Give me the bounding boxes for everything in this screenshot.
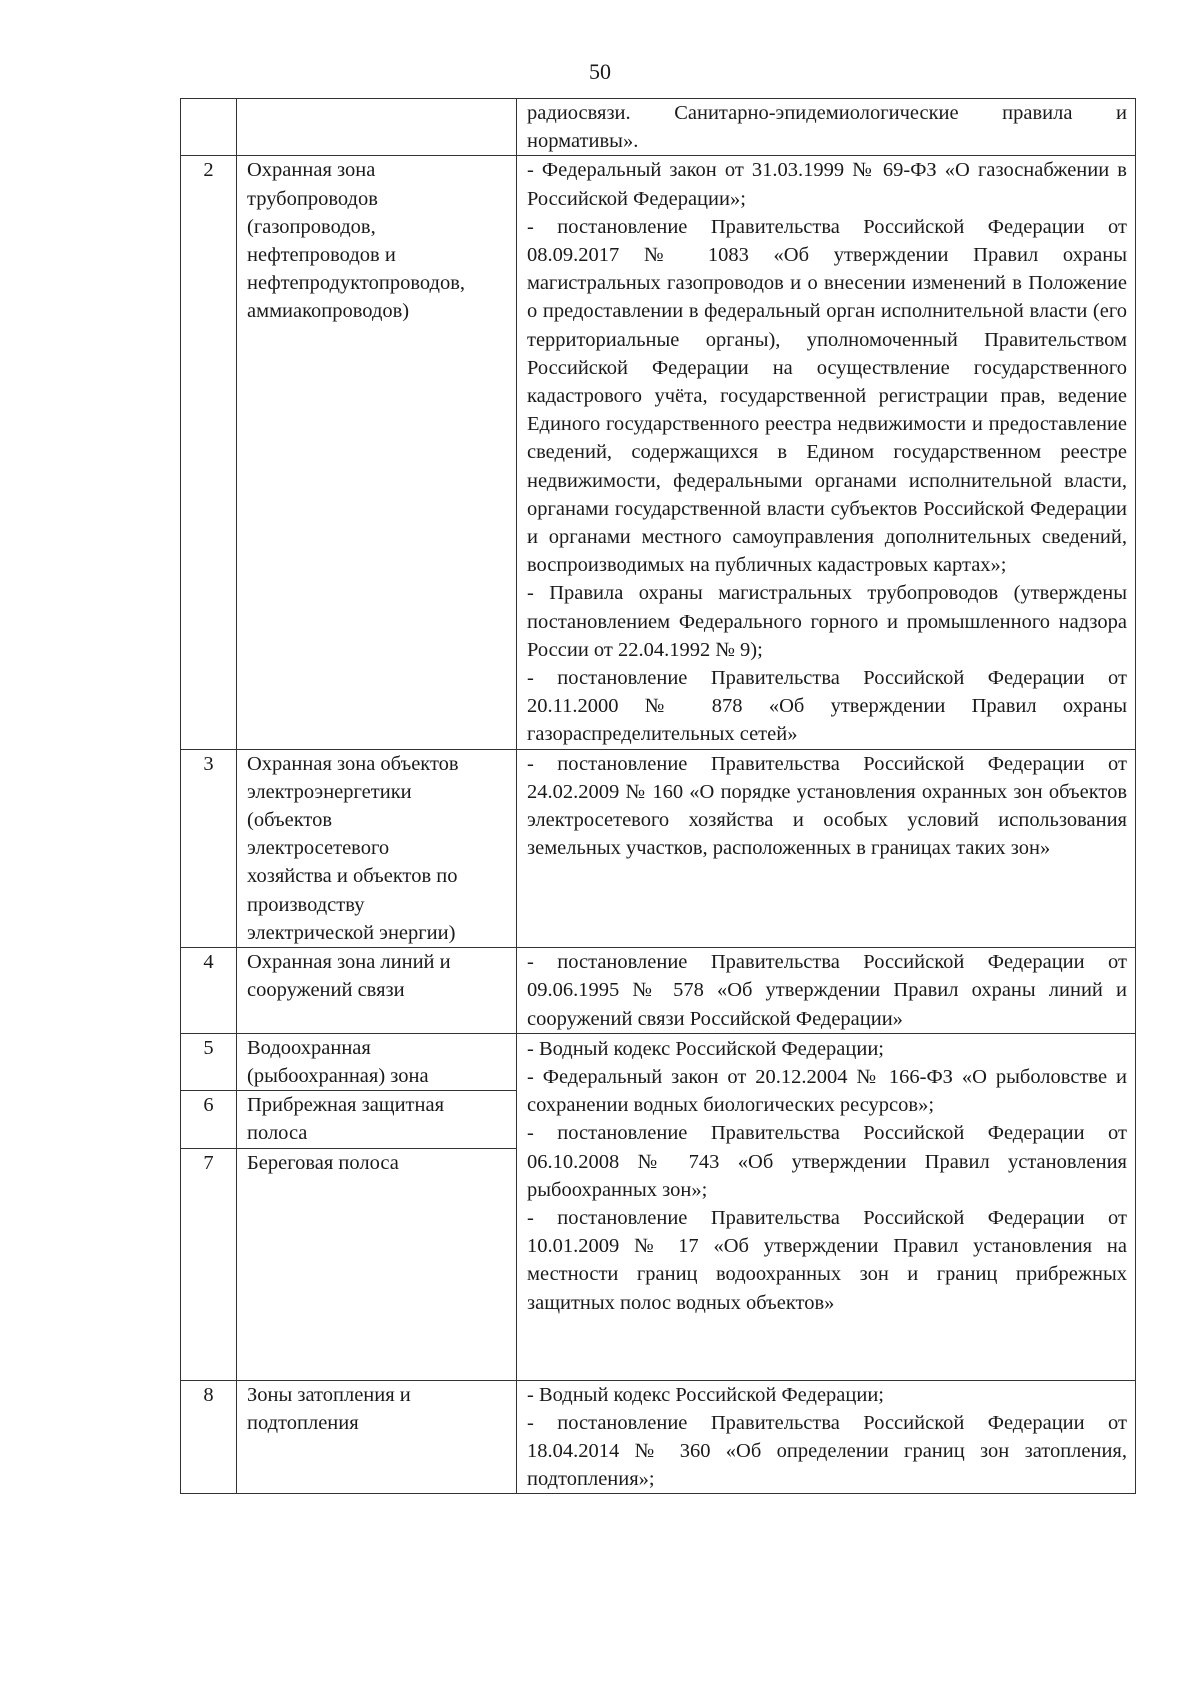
regulations-table (180, 98, 1136, 1494)
zone-name-line: Прибрежная защитная (247, 1094, 445, 1117)
legal-paragraph: - Федеральный закон от 31.03.1999 № 69-ФЗ «О газоснабжении в Российской Федерации»; (527, 159, 1127, 210)
zone-name-line: нефтепродуктопроводов, (247, 272, 466, 295)
zone-name-line: подтопления (247, 1411, 359, 1434)
zone-name-line: (газопроводов, (247, 215, 376, 238)
zone-name (237, 1380, 517, 1494)
legal-basis (517, 749, 1136, 947)
zone-name-line: Береговая полоса (247, 1151, 399, 1174)
zone-name-line: трубопроводов (247, 187, 378, 210)
row-number: 3 (181, 749, 237, 947)
legal-paragraph: - Федеральный закон от 20.12.2004 № 166-ФЗ «О рыболовстве и сохранении водных биологических ресурсов»; (527, 1065, 1127, 1117)
legal-paragraph: радиосвязи. Санитарно-эпидемиологические правила и нормативы». (527, 102, 1127, 153)
legal-paragraph: - постановление Правительства Российской Федерации от 06.10.2008 № 743 «Об утверждении Правил установления рыбоохранных зон»; (527, 1122, 1127, 1201)
table-row (181, 749, 1136, 947)
zone-name-line: Водоохранная (247, 1036, 371, 1059)
legal-basis (517, 948, 1136, 1034)
legal-paragraph: - постановление Правительства Российской Федерации от 20.11.2000 № 878 «Об утверждении Правил охраны газораспределительных сетей» (527, 667, 1127, 746)
zone-name (237, 1148, 517, 1380)
row-number (181, 99, 237, 156)
legal-basis (517, 156, 1136, 749)
table-row (181, 99, 1136, 156)
zone-name-line: Охранная зона объектов (247, 752, 459, 775)
zone-name-line: полоса (247, 1122, 308, 1145)
zone-name-line: Охранная зона (247, 159, 376, 182)
table-row (181, 156, 1136, 749)
page-number: 50 (589, 59, 611, 84)
zone-name-line: Зоны затопления и (247, 1383, 411, 1406)
zone-name-line: (рыбоохранная) зона (247, 1064, 429, 1087)
legal-basis (517, 99, 1136, 156)
zone-name-line: производству (247, 893, 365, 916)
table-row (181, 948, 1136, 1034)
legal-paragraph: - Водный кодекс Российской Федерации; (527, 1037, 884, 1060)
legal-paragraph: - Правила охраны магистральных трубопроводов (утверждены постановлением Федерального горного и промышленного надзора России от 22.04.1992 № 9); (527, 582, 1127, 661)
zone-name-line: (объектов (247, 809, 333, 832)
row-number: 6 (181, 1091, 237, 1148)
zone-name-line: сооружений связи (247, 979, 405, 1002)
zone-name (237, 156, 517, 749)
legal-paragraph: - постановление Правительства Российской Федерации от 24.02.2009 № 160 «О порядке установления охранных зон объектов электросетевого хозяйства и особых условий использования земельных участков, расположенных в границах таких зон» (527, 752, 1127, 860)
legal-basis (517, 1033, 1136, 1380)
zone-name-line: электросетевого (247, 837, 390, 860)
row-number: 2 (181, 156, 237, 749)
row-number: 8 (181, 1380, 237, 1494)
zone-name-line: нефтепроводов и (247, 244, 396, 267)
legal-paragraph: - постановление Правительства Российской Федерации от 18.04.2014 № 360 «Об определении границ зон затопления, подтопления»; (527, 1411, 1127, 1491)
table-row (181, 1380, 1136, 1494)
row-number: 5 (181, 1033, 237, 1090)
zone-name (237, 749, 517, 947)
zone-name-line: Охранная зона линий и (247, 951, 451, 974)
legal-paragraph: - Водный кодекс Российской Федерации; (527, 1383, 884, 1406)
zone-name (237, 99, 517, 156)
legal-basis (517, 1380, 1136, 1494)
table-row (181, 1033, 1136, 1090)
zone-name-line: электрической энергии) (247, 921, 456, 944)
zone-name-line: электроэнергетики (247, 780, 412, 803)
zone-name (237, 1033, 517, 1090)
zone-name-line: аммиакопроводов) (247, 300, 410, 323)
row-number: 7 (181, 1148, 237, 1380)
zone-name (237, 948, 517, 1034)
zone-name (237, 1091, 517, 1148)
legal-paragraph: - постановление Правительства Российской Федерации от 08.09.2017 № 1083 «Об утверждении Правил охраны магистральных газопроводов и о внесении изменений в Положение о предоставлении в федеральный орган исполнительной власти (его территориальные органы), уполномоченный Правительством Российской Федерации на осуществление государственного кадастрового учёта, государственной регистрации прав, ведение Единого государственного реестра недвижимости и предоставление сведений, содержащихся в Едином государственном реестре недвижимости, федеральными органами исполнительной власти, органами государственной власти субъектов Российской Федерации и органами местного самоуправления дополнительных сведений, воспроизводимых на публичных кадастровых картах»; (527, 215, 1127, 577)
legal-paragraph: - постановление Правительства Российской Федерации от 10.01.2009 № 17 «Об утверждении Правил установления на местности границ водоохранных зон и границ прибрежных защитных полос водных объектов» (527, 1206, 1127, 1314)
zone-name-line: хозяйства и объектов по (247, 865, 458, 888)
legal-paragraph: - постановление Правительства Российской Федерации от 09.06.1995 № 578 «Об утверждении Правил охраны линий и сооружений связи Российской Федерации» (527, 951, 1127, 1030)
row-number: 4 (181, 948, 237, 1034)
